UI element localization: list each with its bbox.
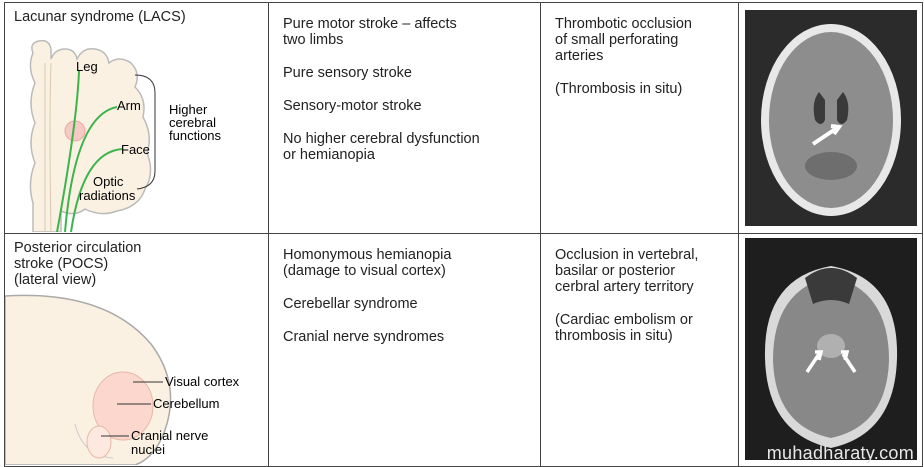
- label-higher: [169, 102, 222, 143]
- label-cranial-nerve: [131, 428, 212, 457]
- orbits-sinuses: [805, 268, 857, 304]
- label-higher-line1: Higher: [169, 102, 208, 117]
- cell-lacs-cause: [541, 3, 739, 234]
- feature-item: Sensory-motor stroke: [283, 98, 422, 114]
- posterior-circulation-diagram: [5, 234, 267, 465]
- cranial-nerve-nuclei-region: [87, 426, 111, 458]
- label-visual-cortex: Visual cortex: [165, 374, 240, 389]
- feature-item: Cranial nerve syndromes: [283, 329, 445, 345]
- label-optic-line2: radiations: [79, 188, 136, 203]
- label-cerebellum: Cerebellum: [153, 396, 220, 411]
- cause-main: Thrombotic occlusion of small perforating arteries: [555, 16, 692, 64]
- watermark: muhadharaty.com: [766, 443, 914, 463]
- label-leg: Leg: [76, 59, 98, 74]
- label-cranial-line1: Cranial nerve: [131, 428, 209, 443]
- feature-item: Homonymous hemianopia (damage to visual cortex): [283, 247, 452, 279]
- occipital-region: [805, 152, 857, 180]
- cell-lacs-diagram: [5, 3, 269, 234]
- label-higher-line3: functions: [169, 128, 222, 143]
- feature-item: No higher cerebral dysfunction or hemianopia: [283, 131, 480, 163]
- ct-scan-posterior: [745, 238, 917, 460]
- cell-pocs-cause: [541, 234, 739, 467]
- cell-pocs-ct: [739, 234, 923, 467]
- row-title: Posterior circulation stroke (POCS) (lateral view): [14, 240, 142, 288]
- cell-lacs-features: [269, 3, 541, 234]
- brain-parenchyma: [769, 32, 893, 208]
- cause-main: Occlusion in vertebral, basilar or posterior cerbral artery territory: [555, 247, 699, 295]
- feature-item: Pure sensory stroke: [283, 65, 412, 81]
- cell-pocs-features: [269, 234, 541, 467]
- label-face: Face: [121, 142, 150, 157]
- label-higher-line2: cerebral: [169, 115, 216, 130]
- table-row-pocs: [5, 234, 923, 467]
- ct-scan-lacunar: [745, 10, 917, 226]
- row-title: Lacunar syndrome (LACS): [14, 9, 186, 25]
- cell-lacs-ct: [739, 3, 923, 234]
- cause-note: (Thrombosis in situ): [555, 81, 683, 97]
- stroke-classification-table: [4, 2, 923, 467]
- label-cranial-line2: nuclei: [131, 442, 165, 457]
- feature-item: Cerebellar syndrome: [283, 296, 418, 312]
- table-row-lacs: [5, 3, 923, 234]
- lacunar-brain-diagram: [5, 3, 267, 232]
- cause-note: (Cardiac embolism or thrombosis in situ): [555, 312, 693, 344]
- cell-pocs-diagram: [5, 234, 269, 467]
- label-optic-line1: Optic: [93, 174, 124, 189]
- label-arm: Arm: [117, 98, 141, 113]
- feature-item: Pure motor stroke – affects two limbs: [283, 16, 457, 48]
